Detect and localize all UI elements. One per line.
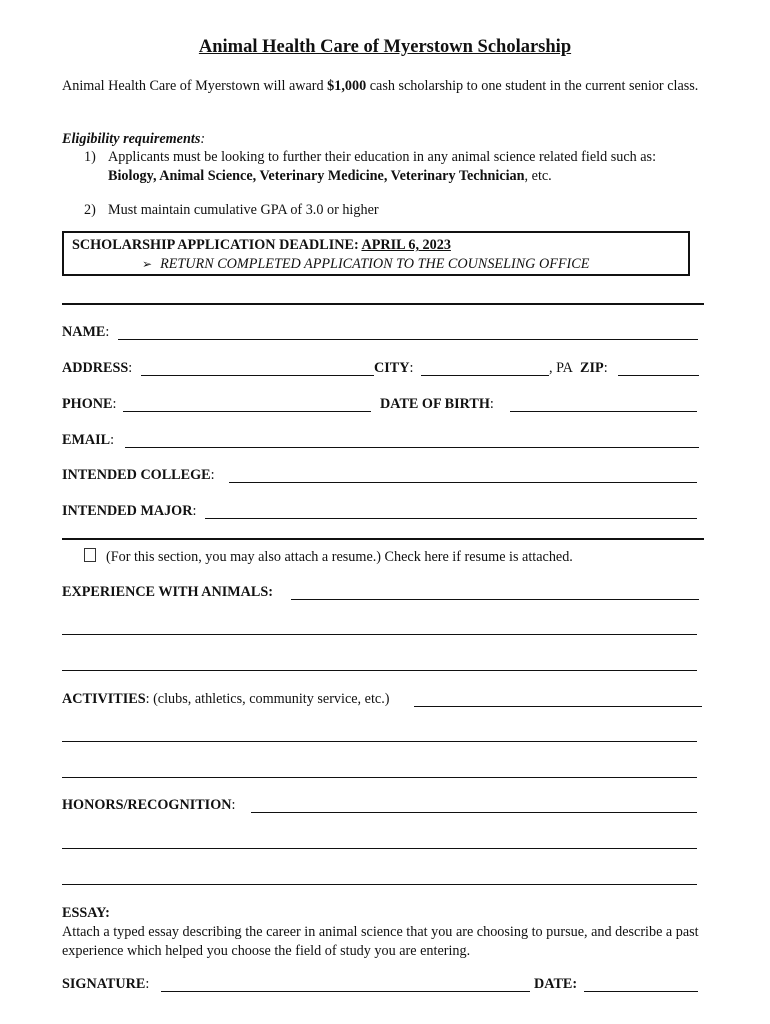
honors-row [62,797,235,814]
colon: : [105,324,110,340]
activities-field[interactable] [414,706,702,707]
address-field[interactable] [141,375,374,376]
arrow-bullet-icon: ➢ [142,257,153,271]
phone-field[interactable] [123,411,371,412]
resume-note [84,548,573,566]
phone-row [62,396,116,413]
item-number: 2) [84,202,96,218]
award-amount: $1,000 [327,78,367,94]
email-label: EMAIL [62,432,111,448]
deadline-instruction [142,256,589,273]
colon: : [128,360,133,376]
colon: : [603,360,608,376]
honors-line[interactable] [62,884,697,885]
zip-label: ZIP [580,360,604,376]
item1-suffix: , etc. [524,168,552,184]
major-label: INTENDED MAJOR [62,503,193,519]
colon: : [231,797,236,813]
activities-line[interactable] [62,777,697,778]
college-row [62,467,215,484]
item-number: 1) [84,149,96,165]
name-label: NAME [62,324,106,340]
colon: : [110,432,115,448]
intro-after: cash scholarship to one student in the current senior class. [366,78,699,94]
instruction-text: RETURN COMPLETED APPLICATION TO THE COUNSELING OFFICE [160,256,590,272]
date-label: DATE: [534,976,578,992]
activities-label: ACTIVITIES [62,691,146,707]
name-field[interactable] [118,339,698,340]
section-divider [62,303,704,305]
honors-label: HONORS/RECOGNITION [62,797,232,813]
item1-fields: Biology, Animal Science, Veterinary Medicine, Veterinary Technician [108,168,525,184]
zip-field[interactable] [618,375,699,376]
intro-paragraph [62,77,702,95]
city-label: CITY [374,360,410,376]
address-label: ADDRESS [62,360,129,376]
dob-label: DATE OF BIRTH [380,396,490,412]
colon: : [145,976,150,992]
deadline-date: APRIL 6, 2023 [361,237,451,253]
colon: : [112,396,117,412]
page-title: Animal Health Care of Myerstown Scholarship [198,37,572,57]
experience-label: EXPERIENCE WITH ANIMALS: [62,584,274,600]
honors-field[interactable] [251,812,697,813]
item-text [108,148,704,186]
activities-line[interactable] [62,741,697,742]
experience-line[interactable] [62,670,697,671]
essay-heading: ESSAY: [62,905,110,921]
city-label-group [374,360,413,377]
name-row [62,324,109,341]
resume-checkbox[interactable] [84,548,96,562]
eligibility-heading [62,131,205,148]
email-field[interactable] [125,447,699,448]
signature-row [62,976,149,993]
honors-line[interactable] [62,848,697,849]
eligibility-item-2 [84,202,379,219]
colon: : [210,467,215,483]
state-text: , PA [549,360,573,376]
college-label: INTENDED COLLEGE [62,467,211,483]
date-field[interactable] [584,991,698,992]
section-divider [62,538,704,540]
experience-line[interactable] [62,634,697,635]
city-field[interactable] [421,375,549,376]
eligibility-heading-text: Eligibility requirements [62,131,201,147]
essay-instructions: Attach a typed essay describing the career in animal science that you are choosing to pursue, and describe a past experience which helped you choose the field of study you are entering. [62,924,699,959]
colon: : [489,396,494,412]
major-row [62,503,196,520]
deadline-label: SCHOLARSHIP APPLICATION DEADLINE: [72,237,362,253]
address-row [62,360,132,377]
resume-note-text: (For this section, you may also attach a resume.) Check here if resume is attached. [106,549,573,565]
experience-field[interactable] [291,599,699,600]
email-row [62,432,114,449]
intro-before: Animal Health Care of Myerstown will award [62,78,328,94]
state-zip-group [549,360,608,377]
colon: : [409,360,414,376]
eligibility-colon: : [200,131,206,147]
activities-hint: : (clubs, athletics, community service, etc.) [145,691,390,707]
dob-field[interactable] [510,411,697,412]
signature-label: SIGNATURE [62,976,146,992]
dob-label-group [380,396,494,413]
college-field[interactable] [229,482,697,483]
colon: : [192,503,197,519]
major-field[interactable] [205,518,697,519]
signature-field[interactable] [161,991,530,992]
item2-text: Must maintain cumulative GPA of 3.0 or higher [108,202,379,218]
eligibility-item-1 [84,148,704,186]
deadline-heading [72,237,451,254]
activities-row [62,691,389,708]
item1-text: Applicants must be looking to further their education in any animal science related field such as: [108,149,657,165]
phone-label: PHONE [62,396,113,412]
